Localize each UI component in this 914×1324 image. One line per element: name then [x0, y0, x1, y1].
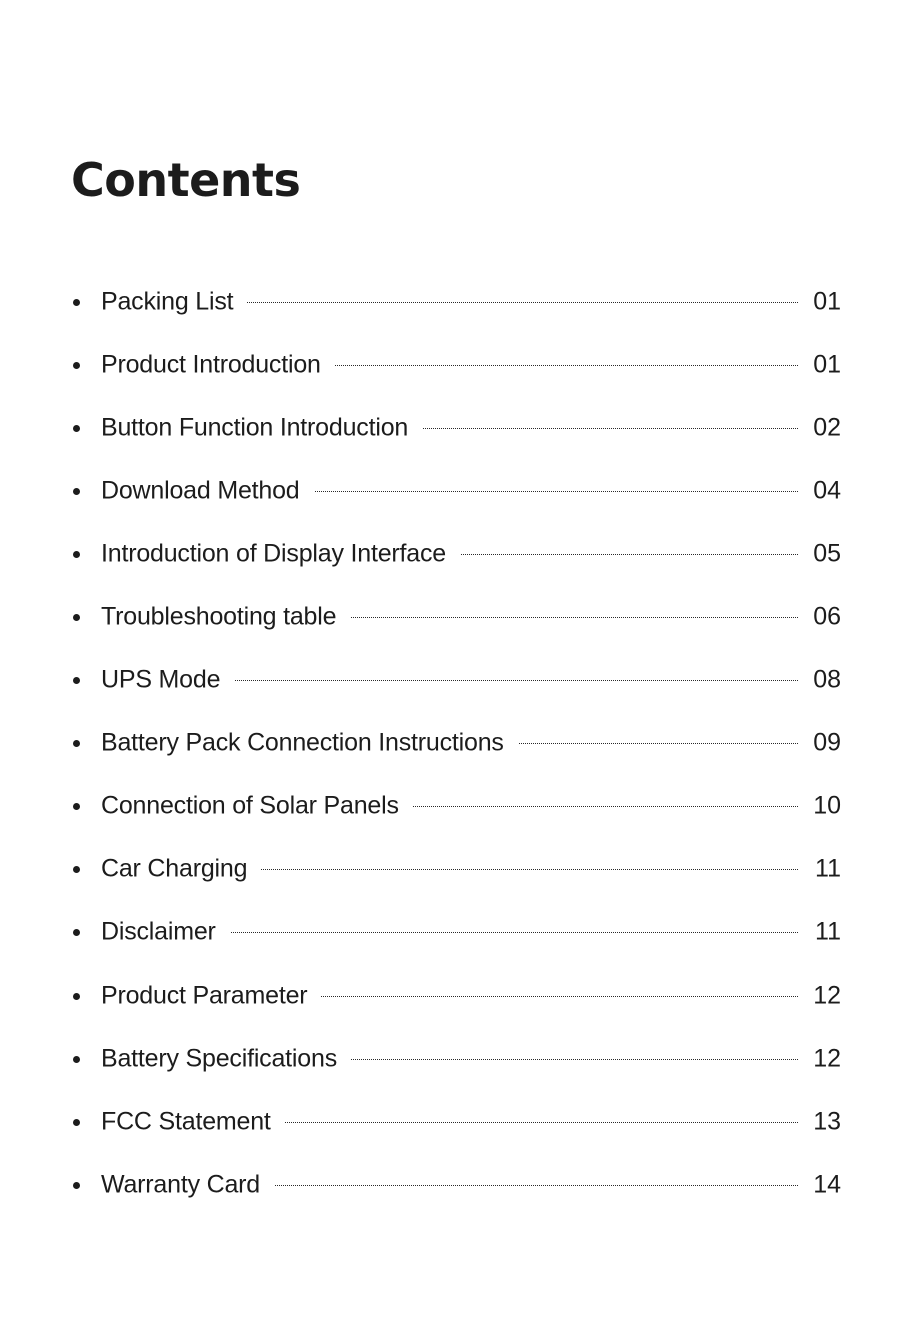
toc-entry-label: Disclaimer	[101, 918, 230, 947]
toc-entry-page-number: 09	[799, 729, 841, 758]
toc-entry-page-number: 11	[799, 855, 841, 884]
toc-entry[interactable]	[0, 522, 914, 585]
bullet-icon	[73, 677, 80, 684]
toc-entry[interactable]	[0, 775, 914, 838]
toc-entry[interactable]	[0, 1090, 914, 1153]
toc-entry-page-number: 06	[799, 603, 841, 632]
toc-entry-label: Product Parameter	[101, 981, 321, 1010]
toc-entry[interactable]	[0, 901, 914, 964]
bullet-icon	[73, 362, 80, 369]
toc-entry[interactable]	[0, 964, 914, 1027]
toc-entry[interactable]	[0, 270, 914, 333]
toc-entry[interactable]	[0, 649, 914, 712]
toc-entry-page-number: 13	[799, 1107, 841, 1136]
bullet-icon	[73, 803, 80, 810]
toc-entry-label: Car Charging	[101, 855, 261, 884]
toc-entry-label: Warranty Card	[101, 1170, 274, 1199]
bullet-icon	[73, 425, 80, 432]
toc-entry-page-number: 12	[799, 981, 841, 1010]
toc-entry-page-number: 01	[799, 350, 841, 379]
toc-entry-page-number: 08	[799, 666, 841, 695]
toc-entry-label: Packing List	[101, 287, 247, 316]
toc-entry-page-number: 05	[799, 539, 841, 568]
toc-entry-label: Download Method	[101, 476, 314, 505]
toc-entry-label: UPS Mode	[101, 666, 234, 695]
toc-entry-page-number: 01	[799, 287, 841, 316]
bullet-icon	[73, 993, 80, 1000]
toc-entry-label: Connection of Solar Panels	[101, 792, 413, 821]
toc-entry[interactable]	[0, 333, 914, 396]
bullet-icon	[73, 929, 80, 936]
toc-entry[interactable]	[0, 1153, 914, 1216]
toc-entry-label: Troubleshooting table	[101, 603, 350, 632]
toc-entry-page-number: 11	[799, 918, 841, 947]
toc-entry-label: Battery Pack Connection Instructions	[101, 729, 518, 758]
toc-entry-label: Product Introduction	[101, 350, 335, 379]
toc-entry[interactable]	[0, 459, 914, 522]
bullet-icon	[73, 488, 80, 495]
toc-entry-page-number: 14	[799, 1170, 841, 1199]
toc-entry-label: FCC Statement	[101, 1107, 285, 1136]
toc-entry[interactable]	[0, 838, 914, 901]
bullet-icon	[73, 740, 80, 747]
toc-entry[interactable]	[0, 712, 914, 775]
toc-entry-page-number: 02	[799, 413, 841, 442]
toc-entry-label: Battery Specifications	[101, 1044, 351, 1073]
toc-entry[interactable]	[0, 396, 914, 459]
bullet-icon	[73, 1182, 80, 1189]
bullet-icon	[73, 866, 80, 873]
toc-entry[interactable]	[0, 1027, 914, 1090]
toc-entry-page-number: 12	[799, 1044, 841, 1073]
toc-entry[interactable]	[0, 585, 914, 648]
toc-entry-label: Button Function Introduction	[101, 413, 422, 442]
table-of-contents	[0, 270, 914, 1216]
bullet-icon	[73, 551, 80, 558]
bullet-icon	[73, 1056, 80, 1063]
toc-entry-page-number: 10	[799, 792, 841, 821]
toc-entry-label: Introduction of Display Interface	[101, 539, 460, 568]
bullet-icon	[73, 1119, 80, 1126]
page-title: Contents	[71, 153, 301, 207]
bullet-icon	[73, 614, 80, 621]
bullet-icon	[73, 299, 80, 306]
toc-entry-page-number: 04	[799, 476, 841, 505]
